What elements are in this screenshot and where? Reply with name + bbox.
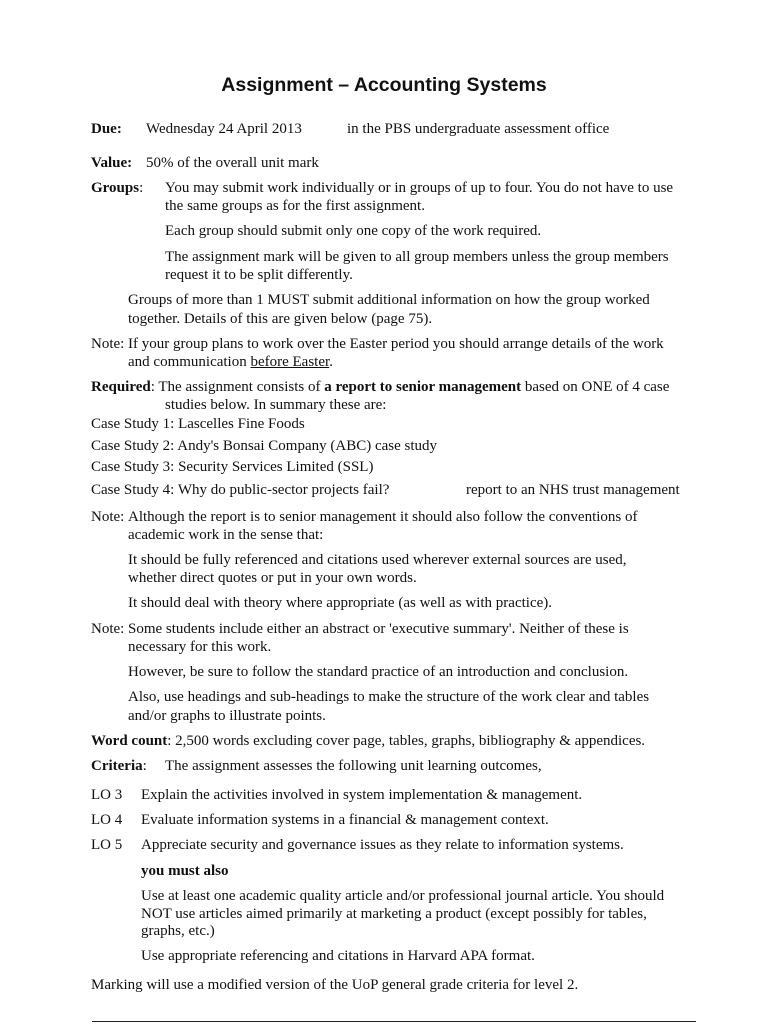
required-post: based on ONE of 4 case xyxy=(521,379,670,395)
must-also-para-2: Use appropriate referencing and citations in Harvard APA format. xyxy=(141,948,535,964)
word-count-text: : 2,500 words excluding cover page, tables, graphs, bibliography & appendices. xyxy=(167,733,646,749)
required-pre: The assignment consists of xyxy=(154,379,325,395)
outcome-code: LO 3 xyxy=(91,787,123,803)
criteria-label: Criteria xyxy=(91,758,143,774)
case-study-3: Case Study 3: Security Services Limited (SSL) xyxy=(91,459,374,475)
case-study-4-note: report to an NHS trust management xyxy=(466,482,680,498)
outcome-text: Explain the activities involved in system implementation & management. xyxy=(141,787,583,803)
word-count-row xyxy=(91,732,645,751)
note-1-before-easter: before Easter xyxy=(250,354,330,370)
note-2-para-1-line-2: whether direct quotes or put in your own words. xyxy=(128,570,417,586)
groups-label-row xyxy=(91,179,143,198)
case-study-1: Case Study 1: Lascelles Fine Foods xyxy=(91,416,305,432)
marking-note: Marking will use a modified version of the UoP general grade criteria for level 2. xyxy=(91,977,579,993)
due-label: Due: xyxy=(91,121,122,137)
note-3-para-2-line-2: and/or graphs to illustrate points. xyxy=(128,708,326,724)
groups-para-3-line-2: request it to be split differently. xyxy=(165,267,353,283)
due-date: Wednesday 24 April 2013 xyxy=(146,121,302,137)
groups-line-2: the same groups as for the first assignment. xyxy=(165,198,425,214)
note-2-label: Note: xyxy=(91,509,125,525)
criteria-label-row xyxy=(91,757,147,776)
case-study-4: Case Study 4: Why do public-sector projects fail? xyxy=(91,482,390,498)
must-also-para-1-line-1: Use at least one academic quality article and/or professional journal article. You should xyxy=(141,888,665,904)
value-label: Value: xyxy=(91,155,133,171)
groups-para-4-line-1: Groups of more than 1 MUST submit additional information on how the group worked xyxy=(128,292,650,308)
required-line-1 xyxy=(91,378,669,397)
required-colon: : xyxy=(150,379,155,395)
groups-para-2: Each group should submit only one copy of the work required. xyxy=(165,223,542,239)
groups-label: Groups xyxy=(91,180,140,196)
groups-colon: : xyxy=(139,180,144,196)
must-also-para-1-line-3: graphs, etc.) xyxy=(141,923,215,939)
note-3-label: Note: xyxy=(91,621,125,637)
note-1-line-2-pre: and communication xyxy=(128,354,251,370)
note-1-line-2-post: . xyxy=(329,354,333,370)
note-2-para-2: It should deal with theory where appropriate (as well as with practice). xyxy=(128,595,553,611)
note-1-line-1: If your group plans to work over the Easter period you should arrange details of the work xyxy=(128,336,664,352)
case-study-2: Case Study 2: Andy's Bonsai Company (ABC) case study xyxy=(91,438,438,454)
criteria-text: The assignment assesses the following unit learning outcomes, xyxy=(165,758,542,774)
outcome-text: Evaluate information systems in a financial & management context. xyxy=(141,812,549,828)
note-1-line-2 xyxy=(128,353,333,372)
must-also-para-1-line-2: NOT use articles aimed primarily at marketing a product (except possibly for tables, xyxy=(141,906,647,922)
groups-para-3-line-1: The assignment mark will be given to all group members unless the group members xyxy=(165,249,669,265)
note-2-line-2: academic work in the sense that: xyxy=(128,527,324,543)
outcome-code: LO 4 xyxy=(91,812,123,828)
note-2-para-1-line-1: It should be fully referenced and citations used wherever external sources are used, xyxy=(128,552,627,568)
note-3-para-2-line-1: Also, use headings and sub-headings to make the structure of the work clear and tables xyxy=(128,689,650,705)
criteria-colon: : xyxy=(142,758,147,774)
note-1-label: Note: xyxy=(91,336,125,352)
groups-para-4-line-2: together. Details of this are given below (page 75). xyxy=(128,311,433,327)
outcome-text: Appreciate security and governance issues as they relate to information systems. xyxy=(141,837,624,853)
word-count-label: Word count xyxy=(91,733,168,749)
value-text: 50% of the overall unit mark xyxy=(146,155,319,171)
note-3-line-1: Some students include either an abstract or 'executive summary'. Neither of these is xyxy=(128,621,629,637)
due-location: in the PBS undergraduate assessment office xyxy=(347,121,610,137)
groups-line-1: You may submit work individually or in groups of up to four. You do not have to use xyxy=(165,180,674,196)
document-title: Assignment – Accounting Systems xyxy=(221,74,547,96)
footer-rule xyxy=(92,1021,696,1022)
note-3-para-1: However, be sure to follow the standard practice of an introduction and conclusion. xyxy=(128,664,629,680)
note-3-line-2: necessary for this work. xyxy=(128,639,272,655)
outcome-code: LO 5 xyxy=(91,837,123,853)
note-2-line-1: Although the report is to senior management it should also follow the conventions of xyxy=(128,509,638,525)
required-line-2: studies below. In summary these are: xyxy=(165,397,387,413)
must-also-heading: you must also xyxy=(141,863,229,879)
required-report-emphasis: a report to senior management xyxy=(324,379,522,395)
required-label: Required xyxy=(91,379,151,395)
